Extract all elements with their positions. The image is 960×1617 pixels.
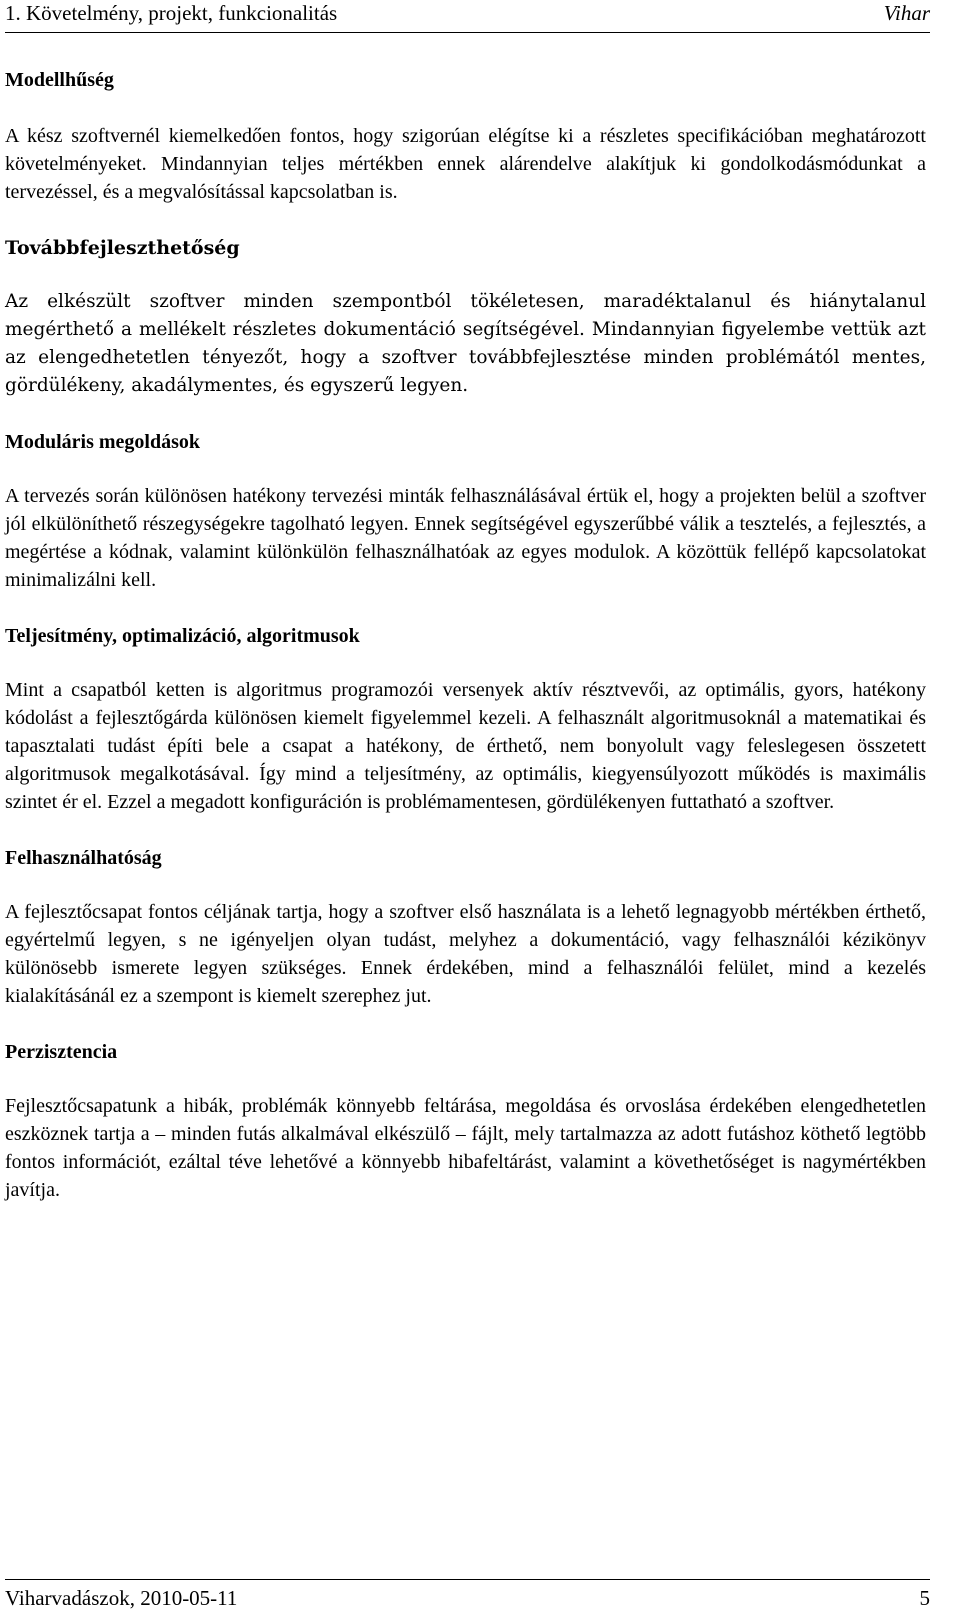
page-footer — [5, 1579, 930, 1617]
section-text-modularis: A tervezés során különösen hatékony tervezési minták felhasználásával értük el, hogy a projekten belül a szoftver jól elkülöníthető részegységekre tagolható legyen. Ennek segítségével egyszerűbbé válik a tesztelés, a fejlesztés, a megértése a kódnak, valamint különkülön felhasználhatóak az egyes modulok. A közöttük fellépő kapcsolatokat minimalizálni kell. — [5, 485, 926, 591]
page-header — [5, 0, 930, 33]
section-text-felhasznalhatosag: A fejlesztőcsapat fontos céljának tartja, hogy a szoftver első használata is a lehető legnagyobb mértékben érthető, egyértelmű legyen, s ne igényeljen olyan tudást, melyhez a dokumentáció, vagy felhasználói kézikönyv különösebb ismerete legyen szükséges. Ennek érdekében, mind a felhasználói felület, mind a kezelés kialakításánál ez a szempont is kiemelt szerephez jut. — [5, 901, 926, 1007]
section-text-modellhuseg: A kész szoftvernél kiemelkedően fontos, hogy szigorúan elégítse ki a részletes specifikációban meghatározott követelményeket. Mindannyian teljes mértékben ennek alárendelve alakítjuk ki gondolkodásmódunkat a tervezéssel, és a megvalósítással kapcsolatban is. — [5, 125, 926, 203]
section-heading-tovabbfejleszthetoseg: Továbbfejleszthetőség — [5, 237, 240, 259]
footer-team-date: Viharvadászok, 2010-05-11 — [5, 1586, 238, 1610]
section-heading-modularis: Moduláris megoldások — [5, 431, 201, 453]
section-text-teljesitmeny: Mint a csapatból ketten is algoritmus programozói versenyek aktív résztvevői, az optimális, gyors, hatékony kódolást a fejlesztőgárda különösen kiemelt figyelemmel kezeli. A felhasznált algoritmusoknál a matematikai és tapasztalati tudást építi bele a csapat a hatékony, de érthető, nem bonyolult vagy feleslegesen összetett algoritmusok megalkotásával. Így mind a teljesítmény, az optimális, kiegyensúlyozott működés is maximális szintet ér el. Ezzel a megadott konfiguráción is problémamentesen, gördülékenyen futtatható a szoftver. — [5, 679, 926, 813]
section-heading-modellhuseg: Modellhűség — [5, 69, 114, 91]
section-heading-felhasznalhatosag: Felhasználhatóság — [5, 847, 162, 869]
page-number: 5 — [919, 1586, 930, 1610]
header-team-name: Vihar — [883, 1, 930, 25]
section-heading-perzisztencia: Perzisztencia — [5, 1041, 118, 1063]
header-chapter-title: 1. Követelmény, projekt, funkcionalitás — [5, 1, 338, 25]
section-heading-teljesitmeny: Teljesítmény, optimalizáció, algoritmusok — [5, 625, 360, 647]
page-content — [5, 66, 926, 1204]
section-text-perzisztencia: Fejlesztőcsapatunk a hibák, problémák könnyebb feltárása, megoldása és orvoslása érdekében elengedhetetlen eszköznek tartja a – minden futás alkalmával elkészülő – fájlt, mely tartalmazza az adott futáshoz köthető legtöbb fontos információt, ezáltal téve lehetővé a könnyebb hibafeltárást, valamint a követhetőséget is nagymértékben javítja. — [5, 1095, 926, 1201]
section-text-tovabbfejleszthetoseg: Az elkészült szoftver minden szempontból tökéletesen, maradéktalanul és hiánytalanul megérthető a mellékelt részletes dokumentáció segítségével. Mindannyian figyelembe vettük azt az elengedhetetlen tényezőt, hogy a szoftver továbbfejlesztése minden problémától mentes, gördülékeny, akadálymentes, és egyszerű legyen. — [5, 291, 926, 396]
